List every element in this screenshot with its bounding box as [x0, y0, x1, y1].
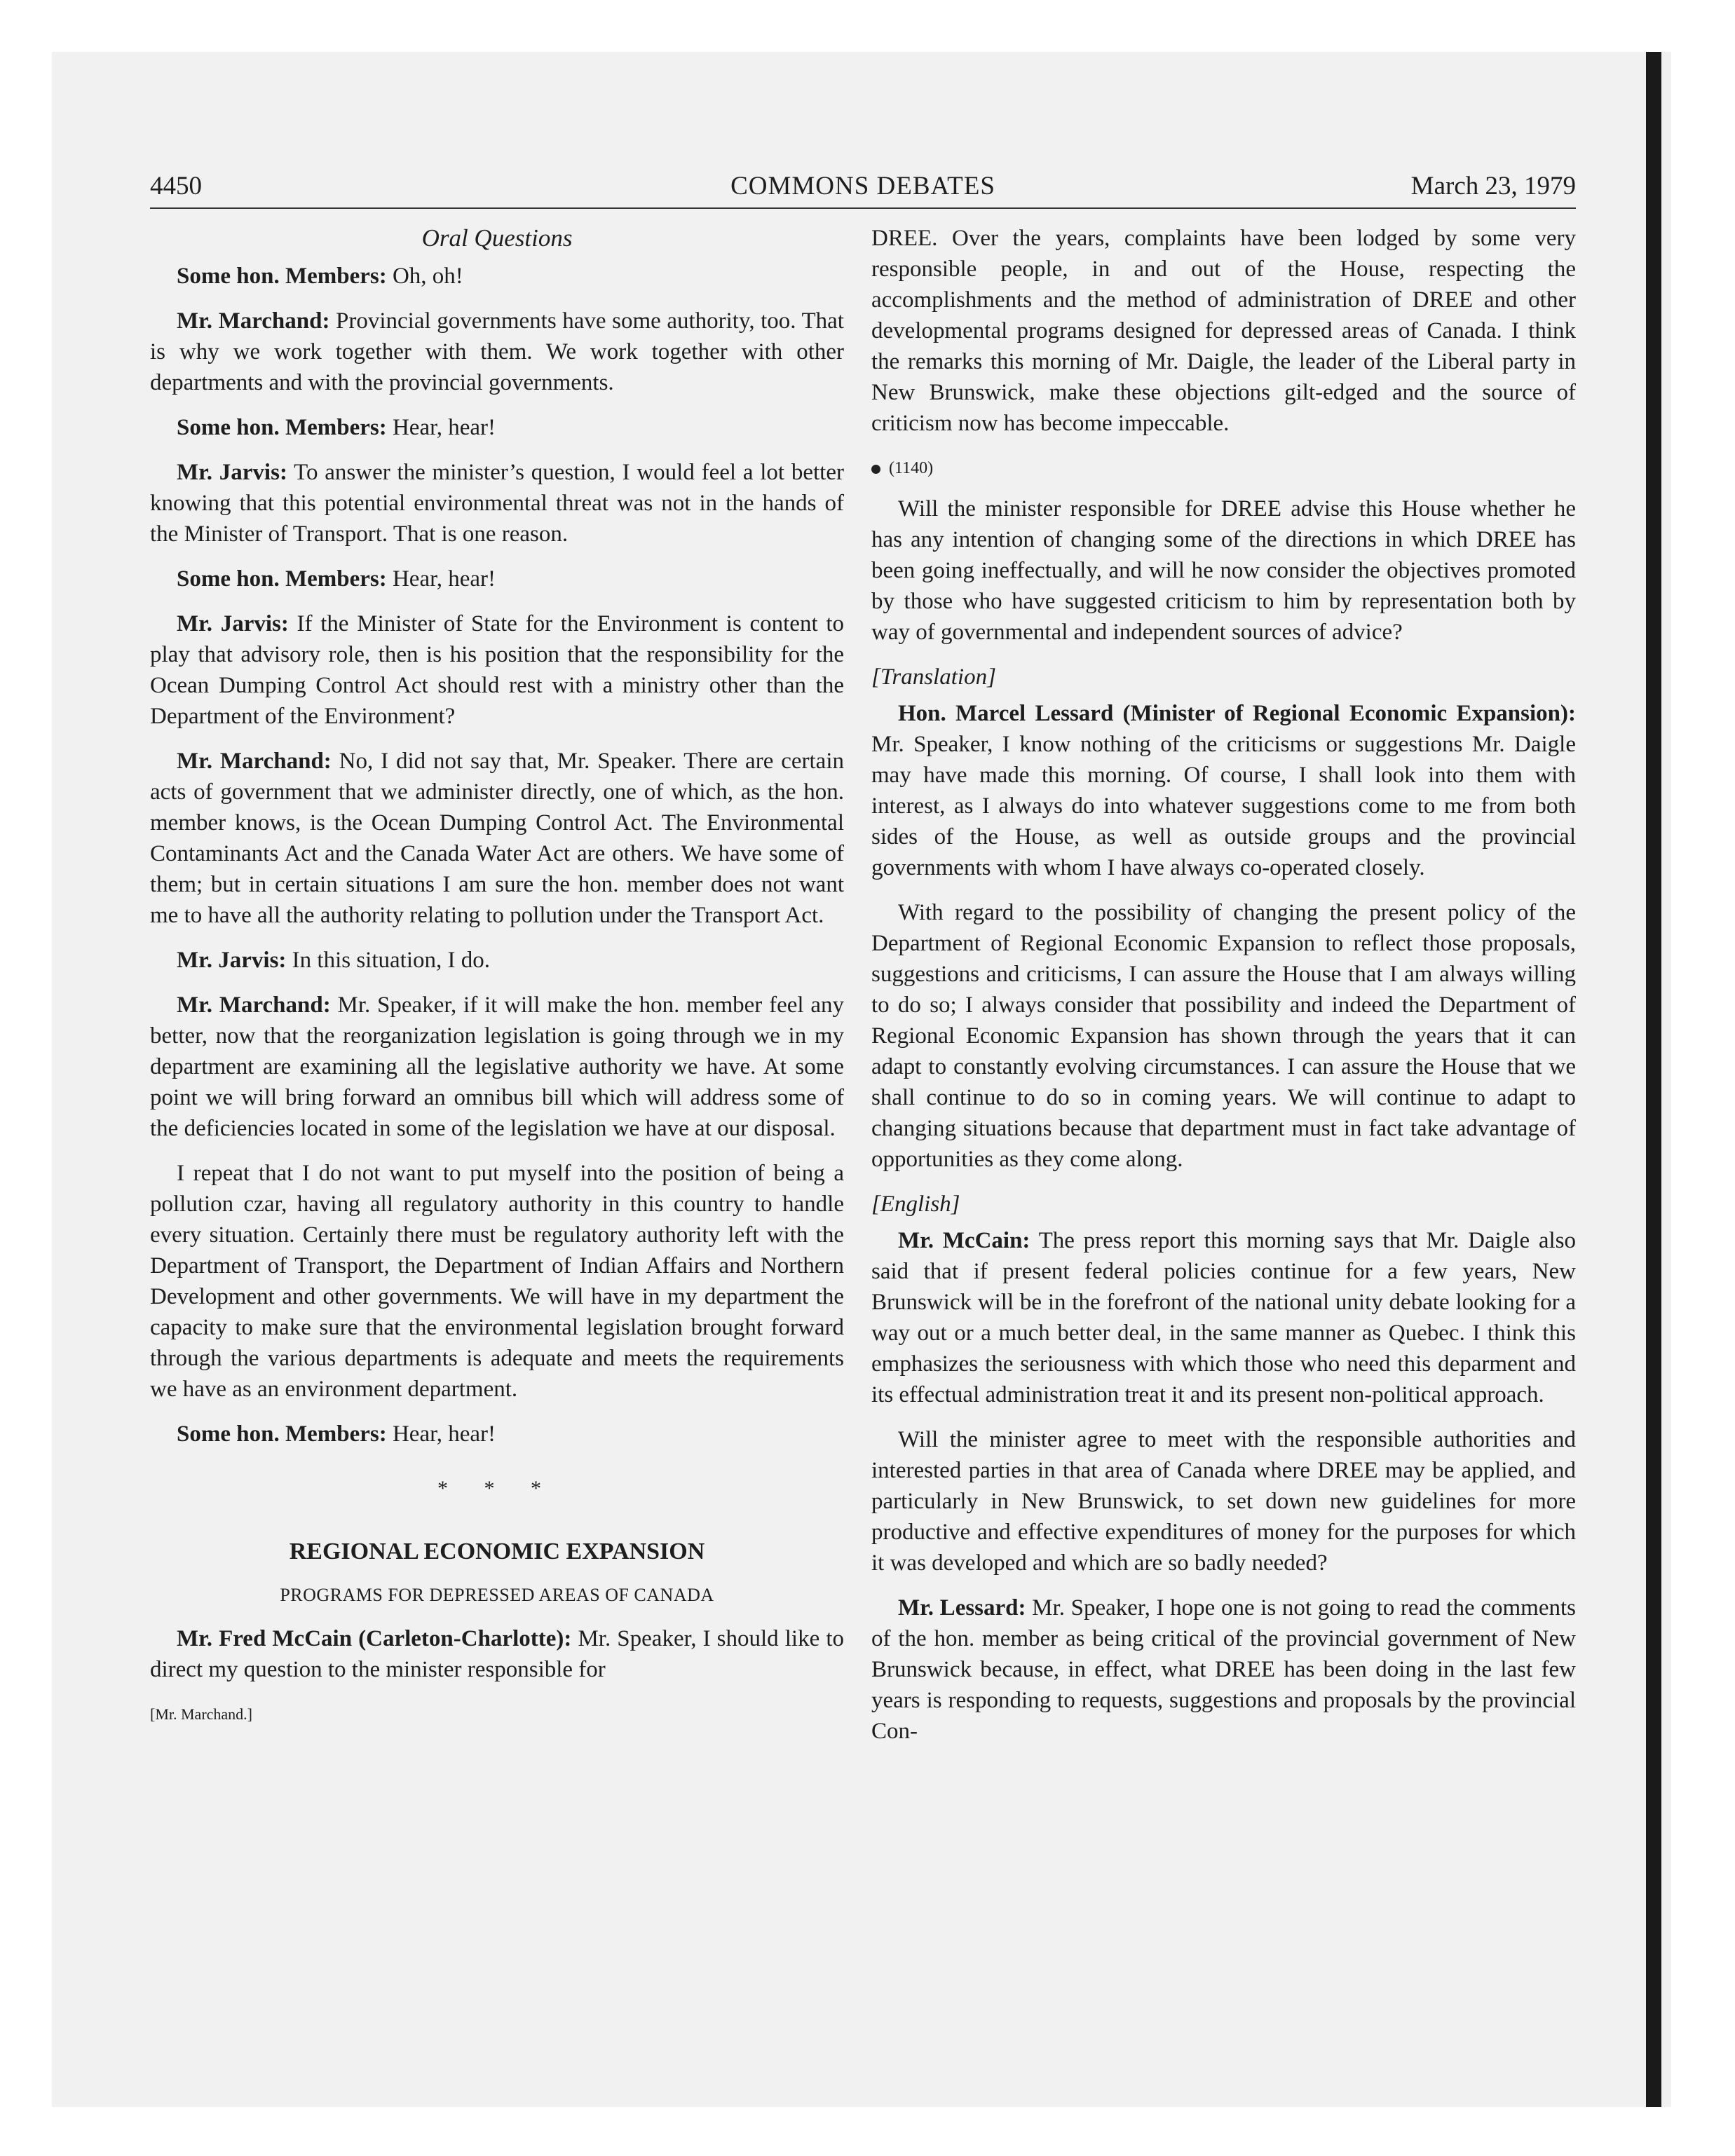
paragraph: I repeat that I do not want to put myself into the position of being a pollution czar, having all regulatory authority in this country to handle every situation. Certainly there must be regulatory authority left with the Department of Transport, the Department of Indian Affairs and Northern Development and other governments. We will have in my department the capacity to make sure that the environmental legislation brought forward through the various departments is adequate and meets the requirements we have as an environment department.: [150, 1161, 844, 1402]
speaker-name: Hon. Marcel Lessard (Minister of Regional Economic Expansion):: [898, 701, 1576, 726]
section-heading: REGIONAL ECONOMIC EXPANSION: [289, 1538, 705, 1564]
section-subheading: PROGRAMS FOR DEPRESSED AREAS OF CANADA: [280, 1585, 714, 1605]
paragraph: Some hon. Members: Hear, hear!: [177, 415, 496, 440]
right-column: [871, 223, 1576, 1761]
paragraph: Mr. Fred McCain (Carleton-Charlotte): Mr. Speaker, I should like to direct my question to the minister responsible for: [150, 1626, 845, 1682]
paragraph: DREE. Over the years, complaints have been lodged by some very responsible people, in and out of the House, respecting the accomplishments and the method of administration of DREE and other developmental programs designed for depressed areas of Canada. I think the remarks this morning of Mr. Daigle, the leader of the Liberal party in New Brunswick, make these objections gilt-edged and the source of criticism now has become impeccable.: [871, 226, 1576, 436]
paragraph: Will the minister responsible for DREE advise this House whether he has any intention of changing some of the directions in which DREE has been going ineffectually, and will he now consider the objectives promoted by those who have suggested criticism to him by representation both by way of governmental and independent sources of advice?: [871, 496, 1576, 645]
translation-label: [Translation]: [871, 664, 996, 690]
paragraph: Mr. Marchand: Mr. Speaker, if it will make the hon. member feel any better, now that the reorganization legislation is going through we in my department are examining all the legislative authority we have. At some point we will bring forward an omnibus bill which will address some of the deficiencies located in some of the legislation we have at our disposal.: [150, 992, 844, 1141]
publication-title: COMMONS DEBATES: [730, 172, 995, 200]
scan-edge-bar: [1646, 52, 1661, 2107]
footnote: [Mr. Marchand.]: [150, 1705, 253, 1723]
speaker-name: Some hon. Members:: [177, 1421, 387, 1447]
page-number: 4450: [150, 172, 202, 200]
speaker-name: Mr. McCain:: [898, 1228, 1030, 1253]
paragraph: Mr. Jarvis: In this situation, I do.: [177, 948, 490, 973]
speaker-name: Mr. Fred McCain (Carleton-Charlotte):: [177, 1626, 572, 1651]
speaker-name: Some hon. Members:: [177, 264, 387, 289]
paragraph: With regard to the possibility of changing the present policy of the Department of Regional Economic Expansion to reflect those proposals, suggestions and criticisms, I can assure the House that I am always willing to do so; I always consider that possibility and indeed the Department of Regional Economic Expansion has shown through the years that it can adapt to constantly evolving circumstances. I can assure the House that we shall continue to do so in coming years. We will continue to adapt to changing situations because that department must in fact take advantage of opportunities as they come along.: [871, 900, 1576, 1172]
speaker-name: Mr. Marchand:: [177, 749, 332, 774]
speaker-name: Mr. Marchand:: [177, 308, 330, 334]
section-separator: * * *: [437, 1477, 557, 1500]
speaker-name: Mr. Jarvis:: [177, 611, 289, 636]
paragraph: Some hon. Members: Oh, oh!: [177, 264, 463, 289]
time-marker: (1140): [871, 453, 1576, 484]
page-date: March 23, 1979: [1410, 172, 1576, 200]
page-header: [150, 168, 1576, 209]
section-label: Oral Questions: [421, 224, 573, 252]
english-label: [English]: [871, 1192, 960, 1217]
speaker-name: Some hon. Members:: [177, 415, 387, 440]
speaker-name: Mr. Jarvis:: [177, 948, 287, 973]
speaker-name: Mr. Marchand:: [177, 992, 331, 1018]
paragraph: Will the minister agree to meet with the responsible authorities and interested parties in that area of Canada where DREE may be applied, and particularly in New Brunswick, to set down new guidelines for more productive and effective expenditures of money for the purposes for which it was developed and which are so badly needed?: [871, 1427, 1576, 1576]
paragraph: Mr. Lessard: Mr. Speaker, I hope one is not going to read the comments of the hon. member as being critical of the provincial government of New Brunswick because, in effect, what DREE has been doing in the last few years is responding to requests, suggestions and proposals by the provincial Con-: [871, 1595, 1576, 1744]
paragraph: Mr. Marchand: No, I did not say that, Mr. Speaker. There are certain acts of government that we administer directly, one of which, as the hon. member knows, is the Ocean Dumping Control Act. The Environmental Contaminants Act and the Canada Water Act are others. We have some of them; but in certain situations I am sure the hon. member does not want me to have all the authority relating to pollution under the Transport Act.: [150, 749, 844, 928]
bullet-icon: [871, 465, 880, 474]
paragraph: Mr. Jarvis: To answer the minister’s question, I would feel a lot better knowing that this potential environmental threat was not in the hands of the Minister of Transport. That is one reason.: [150, 460, 844, 547]
paragraph: Mr. Jarvis: If the Minister of State for the Environment is content to play that advisory role, then is his position that the responsibility for the Ocean Dumping Control Act should rest with a ministry other than the Department of the Environment?: [150, 611, 844, 729]
paragraph: Mr. McCain: The press report this morning says that Mr. Daigle also said that if present federal policies continue for a few years, New Brunswick will be in the forefront of the national unity debate looking for a way out or a much better deal, in the same manner as Quebec. I think this emphasizes the seriousness with which those who need this deparment and its effectual administration treat it and its present non-political approach.: [871, 1228, 1577, 1407]
paragraph: Mr. Marchand: Provincial governments have some authority, too. That is why we work together with them. We work together with other departments and with the provincial governments.: [150, 308, 844, 395]
speaker-name: Mr. Jarvis:: [177, 460, 287, 485]
speaker-name: Some hon. Members:: [177, 566, 387, 592]
speaker-name: Mr. Lessard:: [898, 1595, 1026, 1621]
paragraph: Hon. Marcel Lessard (Minister of Regional Economic Expansion): Mr. Speaker, I know nothing of the criticisms or suggestions Mr. Daigle may have made this morning. Of course, I shall look into them with interest, as I always do into whatever suggestions come to me from both sides of the House, as well as outside groups and the provincial governments with whom I have always co-operated closely.: [871, 701, 1576, 880]
paragraph: Some hon. Members: Hear, hear!: [177, 566, 496, 592]
left-column: [150, 223, 844, 1744]
paragraph: Some hon. Members: Hear, hear!: [177, 1421, 496, 1447]
